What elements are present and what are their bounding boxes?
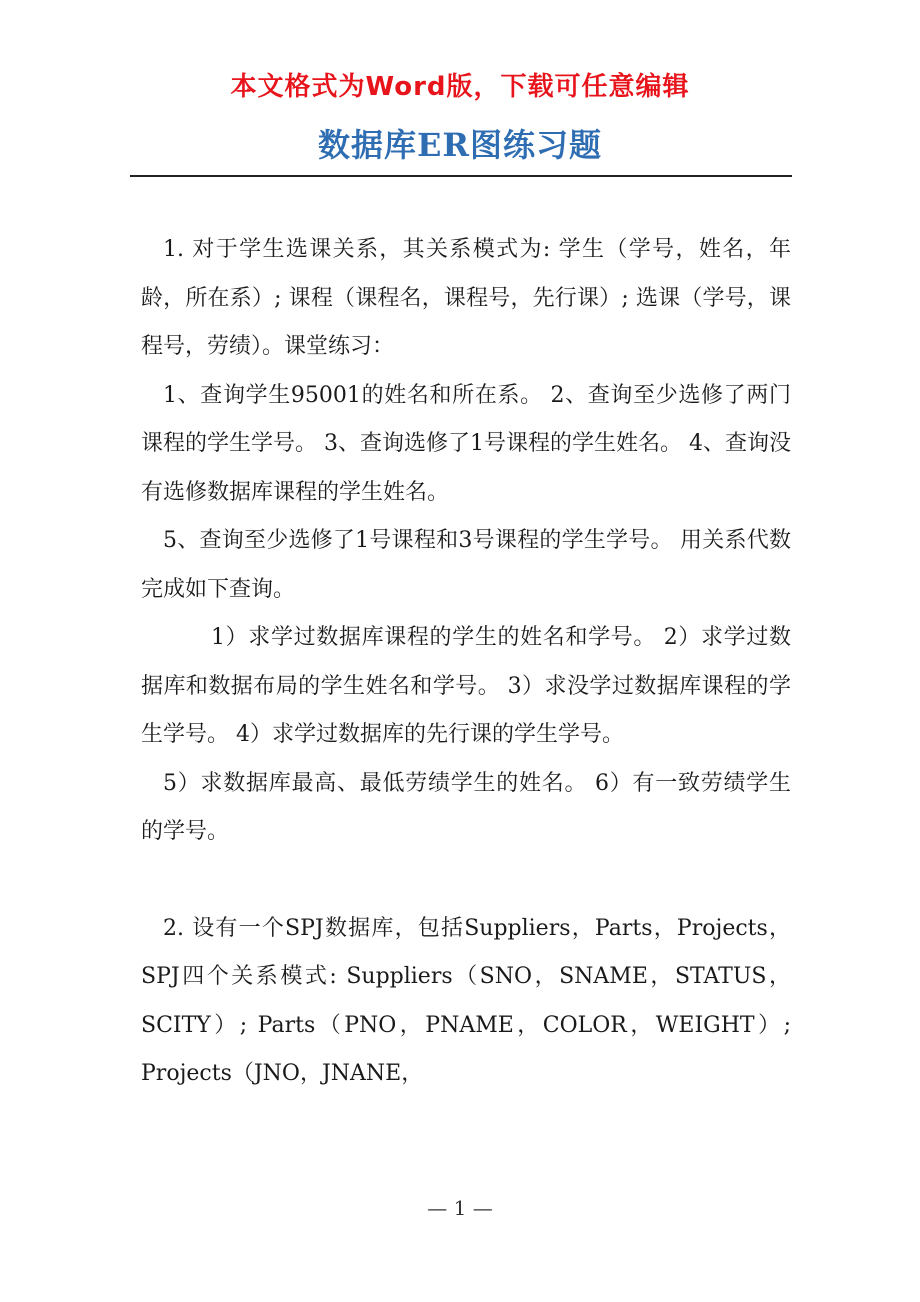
paragraph-4: 1）求学过数据库课程的学生的姓名和学号。 2）求学过数据库和数据布局的学生姓名和学号。 3）求没学过数据库课程的学生学号。 4）求学过数据库的先行课的学生学号。: [141, 625, 791, 747]
page-title: 数据库ER图练习题: [318, 126, 602, 164]
title-divider: [130, 175, 792, 177]
paragraph-spacer: [141, 857, 791, 905]
paragraph-2: 1、查询学生95001的姓名和所在系。 2、查询至少选修了两门课程的学生学号。 3、查询选修了1号课程的学生姓名。 4、查询没有选修数据库课程的学生姓名。: [141, 382, 791, 505]
page-number: — 1 —: [427, 1196, 493, 1220]
paragraph-1: 1. 对于学生选课关系，其关系模式为: 学生（学号，姓名，年龄，所在系）; 课程（课程名，课程号，先行课）; 选课（学号，课程号，劳绩）。课堂练习：: [141, 237, 791, 359]
paragraph-3: 5、查询至少选修了1号课程和3号课程的学生学号。 用关系代数完成如下查询。: [141, 528, 791, 602]
document-body: [141, 226, 791, 1099]
download-banner: 本文格式为Word版，下载可任意编辑: [230, 72, 690, 102]
paragraph-6: 2. 设有一个SPJ数据库，包括Suppliers，Parts，Projects，SPJ四个关系模式: Suppliers（SNO，SNAME，STATUS，SCITY）; Parts（PNO，PNAME，COLOR，WEIGHT）; Projects（JNO，JNANE，: [141, 915, 791, 1086]
paragraph-5: 5）求数据库最高、最低劳绩学生的姓名。 6）有一致劳绩学生的学号。: [141, 770, 791, 844]
